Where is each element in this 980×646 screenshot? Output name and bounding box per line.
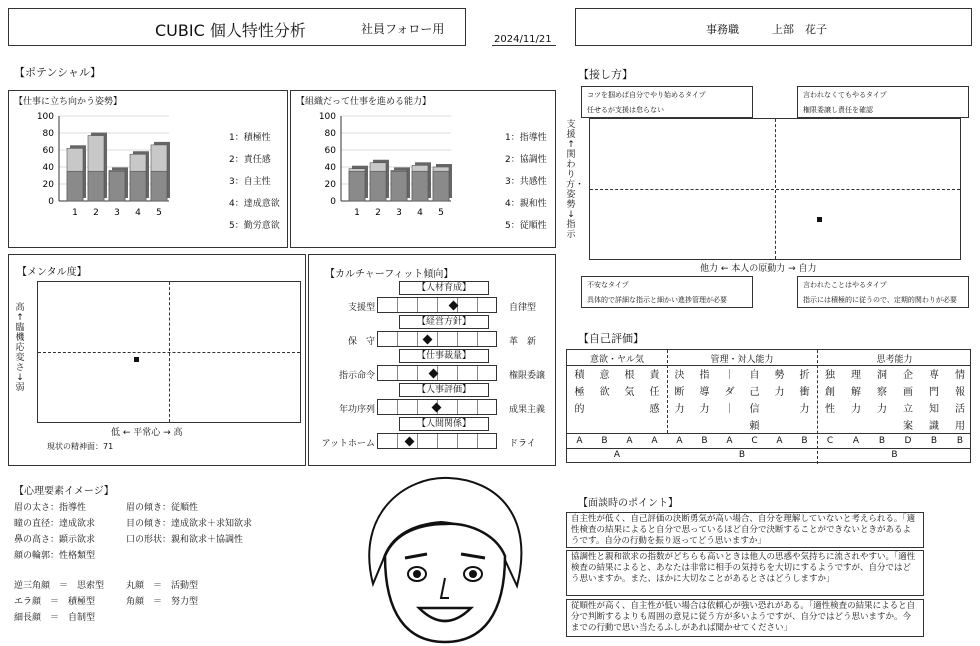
self-eval-grade: A <box>776 436 783 446</box>
self-eval-item-char: 活 <box>955 404 965 415</box>
potential-left-title: 【仕事に立ち向かう姿勢】 <box>14 97 123 107</box>
x-tick-label: 1 <box>354 208 360 218</box>
x-tick-label: 3 <box>114 208 120 218</box>
bar-base-segment <box>433 171 449 201</box>
culture-left-label: 保 守 <box>347 337 375 347</box>
job-role: 事務職 <box>706 23 739 36</box>
self-eval-item-char: 報 <box>955 387 965 398</box>
self-eval-item <box>947 367 973 435</box>
legend-item: 2：協調性 <box>505 155 547 165</box>
self-eval-item-char: 解 <box>851 387 861 398</box>
psych-item: 眉の太さ：指導性 <box>14 503 87 513</box>
self-eval-item <box>817 367 843 418</box>
psych-item: 顔の輪郭：性格類型 <box>14 551 96 561</box>
self-eval-grade: B <box>930 436 938 446</box>
self-eval-item-char: 用 <box>955 421 965 432</box>
self-eval-item-char: 感 <box>649 404 660 415</box>
self-eval-item-char: 立 <box>903 404 913 415</box>
culture-right-label: 権限委譲 <box>509 371 546 381</box>
psych-item: 瞳の直径：達成欲求 <box>14 519 96 529</box>
face-illustration-icon <box>345 474 545 644</box>
contact-quadrant-top-left <box>581 86 753 118</box>
self-eval-item-char: 力 <box>877 404 887 415</box>
self-eval-item-char: 情 <box>955 370 965 381</box>
self-eval-item-char: 力 <box>674 404 685 415</box>
x-tick-label: 4 <box>135 208 141 218</box>
self-eval-item <box>921 367 947 435</box>
culture-panel <box>308 254 556 466</box>
x-tick-label: 5 <box>438 208 444 218</box>
culture-scale-marker <box>428 369 438 379</box>
self-eval-item-char: ｜ <box>724 404 735 415</box>
self-eval-item-char: 的 <box>574 404 585 415</box>
quadrant-title: コツを掴めば自分でやり始めるタイプ <box>587 91 706 99</box>
self-eval-item-char: 洞 <box>877 370 887 381</box>
potential-section-title: 【ポテンシャル】 <box>14 66 101 79</box>
quadrant-body: 具体的で詳細な指示と細かい進捗管理が必要 <box>587 296 727 304</box>
culture-right-label: 成果主義 <box>509 405 546 415</box>
row-divider <box>567 448 970 449</box>
self-eval-grade: A <box>852 436 860 446</box>
mental-x-axis-label: 低 ← 平常心 → 高 <box>111 428 183 438</box>
psych-title: 【心理要素イメージ】 <box>14 486 114 497</box>
culture-scale-marker <box>422 335 432 345</box>
y-tick-label: 60 <box>42 146 54 156</box>
culture-category-label: 【経営方針】 <box>399 315 489 329</box>
self-eval-item-char: 識 <box>929 421 939 432</box>
x-tick-label: 5 <box>156 208 162 218</box>
self-eval-item-char: 折 <box>799 370 810 381</box>
contact-point-marker <box>817 217 822 222</box>
self-eval-group-management: 管理・対人能力 <box>710 355 774 365</box>
potential-right-panel <box>290 90 556 248</box>
header-title-box <box>8 8 466 46</box>
self-eval-item <box>692 367 717 418</box>
self-eval-item-char: 性 <box>825 404 835 415</box>
self-eval-item-char: 信 <box>749 404 760 415</box>
report-subtitle: 社員フォロー用 <box>361 22 445 36</box>
self-eval-item-char: 責 <box>649 370 660 381</box>
self-eval-item-char: 根 <box>624 370 635 381</box>
potential-left-panel <box>8 90 288 248</box>
bar-base-segment <box>130 171 146 201</box>
x-tick-label: 2 <box>375 208 381 218</box>
self-eval-item-char: 気 <box>624 387 635 398</box>
self-eval-item-char: 力 <box>851 404 861 415</box>
self-eval-grade: B <box>956 436 964 446</box>
culture-scale-bar <box>377 399 497 415</box>
self-eval-grade: D <box>904 436 912 446</box>
self-eval-item-char: 知 <box>929 404 939 415</box>
culture-title: 【カルチャーフィット傾向】 <box>325 269 454 280</box>
bar-base-segment <box>151 171 167 201</box>
legend-item: 5：勤労意欲 <box>229 221 280 231</box>
self-eval-item-char: 決 <box>674 370 685 381</box>
self-eval-item-char: ｜ <box>724 370 735 381</box>
psych-shape: 細長顔 ＝ 自制型 <box>14 613 96 623</box>
self-eval-item-char: 極 <box>574 387 585 398</box>
culture-scale-marker <box>449 301 459 311</box>
mental-footnote: 現状の精神面：71 <box>47 442 114 451</box>
self-eval-item-char: 案 <box>903 421 913 432</box>
self-eval-item <box>592 367 617 401</box>
bar-base-segment <box>370 171 386 201</box>
psych-item: 眉の傾き：従順性 <box>126 503 199 513</box>
self-eval-item-char: 独 <box>825 370 835 381</box>
header-person-box <box>575 8 972 46</box>
x-tick-label: 2 <box>93 208 99 218</box>
mental-v-divider <box>169 282 170 422</box>
y-tick-label: 20 <box>42 180 54 190</box>
legend-item: 1：積極性 <box>229 133 271 143</box>
self-eval-item-char: 指 <box>699 370 710 381</box>
y-tick-label: 60 <box>324 146 336 156</box>
contact-matrix <box>589 118 961 260</box>
quadrant-title: 言われたことはやるタイプ <box>803 281 887 289</box>
self-eval-item-char: 導 <box>699 387 710 398</box>
contact-quadrant-bottom-right <box>797 276 969 308</box>
contact-x-axis-label: 他力 ← 本人の原動力 → 自力 <box>700 264 817 274</box>
psych-shape: エラ顔 ＝ 積極型 <box>14 597 96 607</box>
contact-title: 【接し方】 <box>578 68 633 81</box>
self-eval-item <box>895 367 921 435</box>
self-eval-item-char: 衝 <box>799 387 810 398</box>
mental-y-axis-label: 高↑臨機応変さ↓弱 <box>15 303 25 393</box>
interview-point-2: 協調性と親和欲求の指数がどちらも高いときは他人の思惑や気持ちに流されやすい。「適性検査の結果によると、あなたは非常に相手の気持ちを大切にするようですが、自分ではどう思いますか。また、ほかに大切なことがあるとさはどうしますか」 <box>566 550 924 596</box>
culture-right-label: 自律型 <box>509 303 537 313</box>
mental-title: 【メンタル度】 <box>17 267 87 278</box>
legend-item: 4：親和性 <box>505 199 547 209</box>
legend-item: 2：責任感 <box>229 155 271 165</box>
self-eval-total-motivation: A <box>613 450 621 460</box>
legend-item: 5：従順性 <box>505 221 547 231</box>
person-name: 上部 花子 <box>772 23 827 36</box>
self-eval-grade: A <box>651 436 658 446</box>
self-eval-group-motivation: 意欲・ヤル気 <box>590 355 644 365</box>
contact-v-divider <box>775 119 776 259</box>
self-eval-item-char: 欲 <box>599 387 610 398</box>
culture-category-label: 【人事評価】 <box>399 383 489 397</box>
quadrant-body: 指示には積極的に従うので、定期的関わりが必要 <box>803 296 957 304</box>
legend-item: 4：達成意欲 <box>229 199 280 209</box>
self-eval-grade: A <box>726 436 733 446</box>
mental-point-marker <box>134 357 139 362</box>
self-eval-item-char: 門 <box>929 387 939 398</box>
self-eval-item <box>567 367 592 418</box>
bar-base-segment <box>88 171 104 201</box>
self-eval-item <box>767 367 792 401</box>
x-tick-label: 1 <box>72 208 78 218</box>
interview-point-3: 従順性が高く、自主性が低い場合は依頼心が強い恐れがある。「適性検査の結果によると自分で判断するよりも周囲の意見に従う方が多いようですが、自分ではどう思いますか。今までの行動で思い当たるふしがあれば聞かせてください」 <box>566 599 924 637</box>
interview-title: 【面談時のポイント】 <box>578 498 678 509</box>
self-eval-item-char: ダ <box>724 387 735 398</box>
self-eval-group-thinking: 思考能力 <box>876 355 913 365</box>
bar-base-segment <box>67 171 83 201</box>
y-tick-label: 80 <box>324 129 336 139</box>
self-eval-grade: B <box>601 436 608 446</box>
legend-item: 1：指導性 <box>505 133 547 143</box>
self-eval-item-char: 積 <box>574 370 585 381</box>
self-eval-item <box>642 367 667 418</box>
self-eval-item-char: 勢 <box>774 370 785 381</box>
self-eval-item-char: 力 <box>774 387 785 398</box>
self-eval-item-char: 意 <box>599 370 610 381</box>
y-tick-label: 40 <box>324 163 336 173</box>
culture-scale-marker <box>405 437 415 447</box>
self-eval-grade: C <box>751 436 758 446</box>
self-eval-item <box>667 367 692 418</box>
self-eval-grade: B <box>878 436 886 446</box>
quadrant-body: 権限委譲し責任を確認 <box>803 106 873 114</box>
self-eval-item <box>742 367 767 435</box>
contact-quadrant-bottom-left <box>581 276 753 308</box>
legend-item: 3：自主性 <box>229 177 271 187</box>
y-tick-label: 100 <box>36 112 54 122</box>
psych-shape: 丸顔 ＝ 活動型 <box>126 581 199 591</box>
self-eval-item <box>869 367 895 418</box>
row-divider <box>567 433 970 434</box>
psych-item: 目の傾き：達成欲求＋求知欲求 <box>126 519 253 529</box>
self-eval-total-thinking: B <box>891 450 898 460</box>
y-tick-label: 100 <box>318 112 336 122</box>
culture-left-label: アットホーム <box>321 439 375 449</box>
self-eval-item-char: 創 <box>825 387 835 398</box>
x-tick-label: 3 <box>396 208 402 218</box>
quadrant-title: 不安なタイプ <box>587 281 629 289</box>
self-eval-grade: A <box>576 436 583 446</box>
interview-point-1: 自主性が低く、自己評価の決断勇気が高い場合、自分を理解していないと考えられる。「適性検査の結果によると自分で思っているほど自分で決断することができないときがあるようです。自分の行動を振り返ってどう思いますか」 <box>566 512 924 548</box>
psych-shape: 逆三角顔 ＝ 思索型 <box>14 581 105 591</box>
bar-base-segment <box>349 171 365 201</box>
culture-category-label: 【仕事裁量】 <box>399 349 489 363</box>
quadrant-title: 言われなくてもやるタイプ <box>803 91 887 99</box>
self-eval-grade: A <box>676 436 683 446</box>
report-title: CUBIC 個人特性分析 <box>155 21 306 40</box>
self-eval-item-char: 企 <box>903 370 913 381</box>
contact-y-axis-label: 支援↑関わり方・姿勢↓指示 <box>566 120 585 240</box>
y-tick-label: 0 <box>330 197 336 207</box>
self-eval-item-char: 頼 <box>749 421 760 432</box>
culture-right-label: 革 新 <box>509 337 537 347</box>
culture-scale-bar <box>377 331 497 347</box>
culture-category-label: 【人材育成】 <box>399 281 489 295</box>
culture-scale-bar <box>377 365 497 381</box>
self-eval-item <box>717 367 742 418</box>
self-eval-item-char: 力 <box>799 404 810 415</box>
self-eval-item-char: 理 <box>851 370 861 381</box>
self-eval-item-char: 力 <box>699 404 710 415</box>
y-tick-label: 20 <box>324 180 336 190</box>
y-tick-label: 0 <box>48 197 54 207</box>
self-eval-total-management: B <box>738 450 746 460</box>
culture-right-label: ドライ <box>509 439 536 449</box>
self-eval-grade: B <box>801 436 808 446</box>
self-eval-item <box>617 367 642 401</box>
psych-item: 口の形状：親和欲求＋協調性 <box>126 535 244 545</box>
culture-left-label: 支援型 <box>347 303 375 313</box>
bar-base-segment <box>391 171 407 201</box>
self-eval-title: 【自己評価】 <box>578 332 644 345</box>
self-eval-item-char: 画 <box>903 387 913 398</box>
culture-category-label: 【人間関係】 <box>399 417 489 431</box>
contact-quadrant-top-right <box>797 86 969 118</box>
culture-scale-bar <box>377 433 497 449</box>
potential-right-legend <box>505 127 547 237</box>
quadrant-body: 任せるが支援は怠らない <box>587 106 664 114</box>
y-tick-label: 40 <box>42 163 54 173</box>
bar-base-segment <box>109 171 125 201</box>
report-date: 2024/11/21 <box>492 34 556 46</box>
culture-scale-marker <box>432 403 442 413</box>
potential-right-title: 【組織だって仕事を進める能力】 <box>296 97 432 107</box>
self-eval-item <box>843 367 869 418</box>
self-eval-item-char: 任 <box>649 387 660 398</box>
mental-matrix <box>37 281 301 423</box>
y-tick-label: 80 <box>42 129 54 139</box>
potential-left-legend <box>229 127 280 237</box>
mental-panel <box>8 254 306 466</box>
row-divider <box>567 365 970 366</box>
self-eval-item-char: 断 <box>674 387 685 398</box>
self-eval-item <box>792 367 817 418</box>
bar-base-segment <box>412 171 428 201</box>
x-tick-label: 4 <box>417 208 423 218</box>
self-eval-grade: B <box>701 436 708 446</box>
psych-shape: 角顔 ＝ 努力型 <box>126 597 199 607</box>
culture-left-label: 指示命令 <box>338 371 375 381</box>
culture-left-label: 年功序列 <box>338 405 375 415</box>
self-eval-item-char: 察 <box>877 387 887 398</box>
self-eval-grade: C <box>826 436 834 446</box>
self-eval-item-char: 自 <box>749 370 760 381</box>
psych-item: 鼻の高さ：顕示欲求 <box>14 535 96 545</box>
self-eval-table <box>566 349 971 463</box>
legend-item: 3：共感性 <box>505 177 547 187</box>
self-eval-item-char: 己 <box>749 387 760 398</box>
culture-scale-bar <box>377 297 497 313</box>
self-eval-item-char: 専 <box>929 370 939 381</box>
self-eval-grade: A <box>626 436 633 446</box>
